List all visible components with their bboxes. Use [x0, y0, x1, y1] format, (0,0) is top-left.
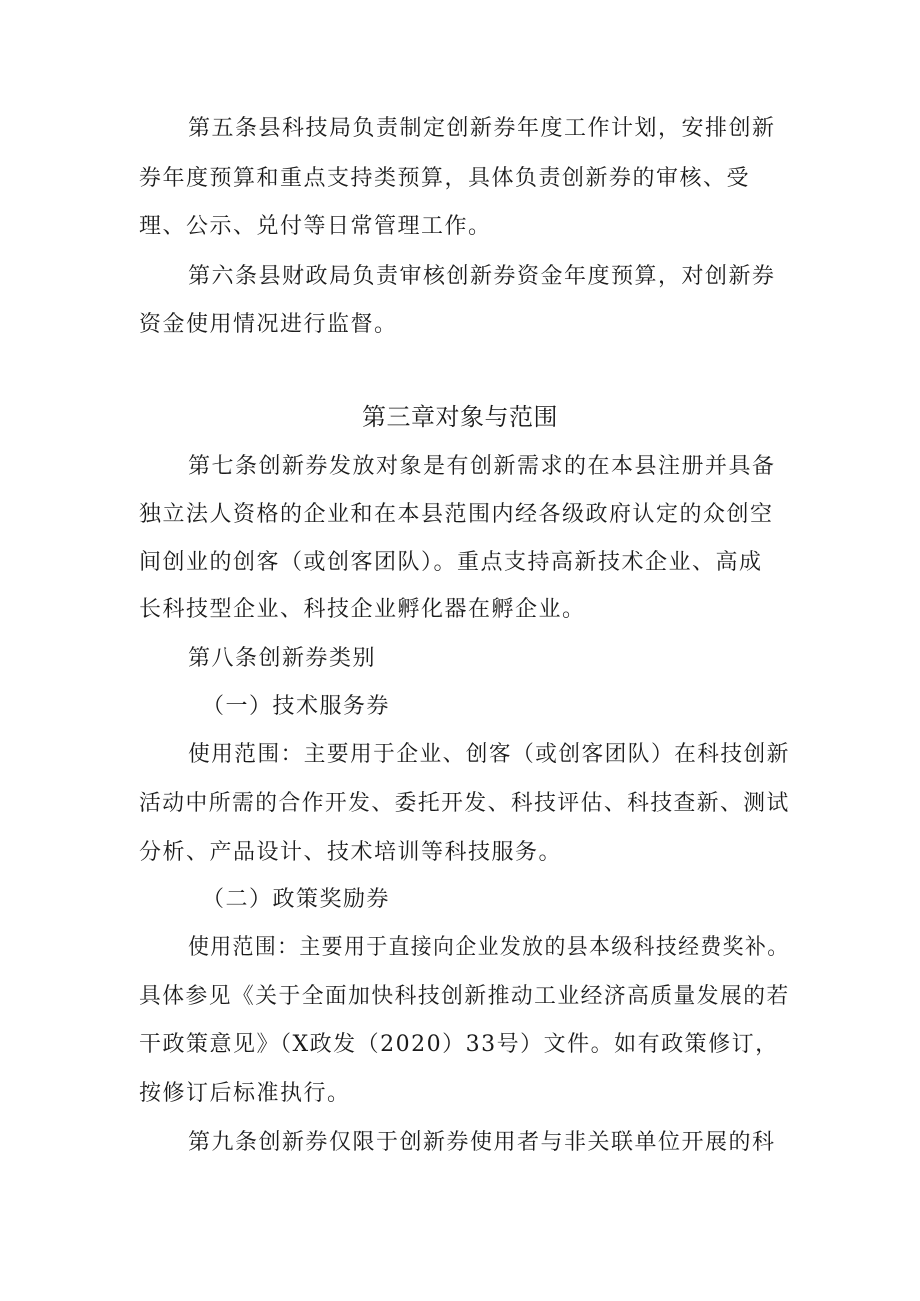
article-7-line-3: 间创业的创客（或创客团队）。重点支持高新技术企业、高成 — [139, 550, 763, 575]
article-9-line-1: 第九条创新券仅限于创新券使用者与非关联单位开展的科 — [188, 1130, 776, 1155]
article-8-title: 第八条创新券类别 — [188, 646, 377, 671]
article-8-item-2-line-1: 使用范围：主要用于直接向企业发放的县本级科技经费奖补。 — [188, 935, 790, 960]
article-8-item-1-line-2: 活动中所需的合作开发、委托开发、科技评估、科技查新、测试 — [139, 791, 790, 816]
chapter-3-title: 第三章对象与范围 — [362, 403, 558, 431]
article-8-item-2-line-4: 按修订后标准执行。 — [139, 1081, 351, 1106]
article-8-item-2-line-3: 干政策意见》（X政发（2020）33号）文件。如有政策修订， — [139, 1032, 779, 1057]
article-8-item-1-line-3: 分析、产品设计、技术培训等科技服务。 — [139, 840, 563, 865]
article-5-line-2: 券年度预算和重点支持类预算，具体负责创新券的审核、受 — [139, 166, 751, 191]
article-7-line-2: 独立法人资格的企业和在本县范围内经各级政府认定的众创空 — [139, 502, 774, 527]
article-8-item-2-line-2: 具体参见《关于全面加快科技创新推动工业经济高质量发展的若 — [139, 984, 790, 1009]
article-6-line-2: 资金使用情况进行监督。 — [139, 312, 398, 337]
article-6-line-1: 第六条县财政局负责审核创新券资金年度预算，对创新券 — [188, 264, 776, 289]
article-8-item-2-title: （二）政策奖励券 — [202, 887, 391, 912]
article-5-line-1: 第五条县科技局负责制定创新券年度工作计划，安排创新 — [188, 116, 776, 141]
article-7-line-1: 第七条创新券发放对象是有创新需求的在本县注册并具备 — [188, 454, 776, 479]
article-8-item-1-line-1: 使用范围：主要用于企业、创客（或创客团队）在科技创新 — [188, 742, 790, 767]
article-8-item-1-title: （一）技术服务券 — [202, 694, 391, 719]
article-5-line-3: 理、公示、兑付等日常管理工作。 — [139, 214, 492, 239]
article-7-line-4: 长科技型企业、科技企业孵化器在孵企业。 — [139, 597, 586, 622]
